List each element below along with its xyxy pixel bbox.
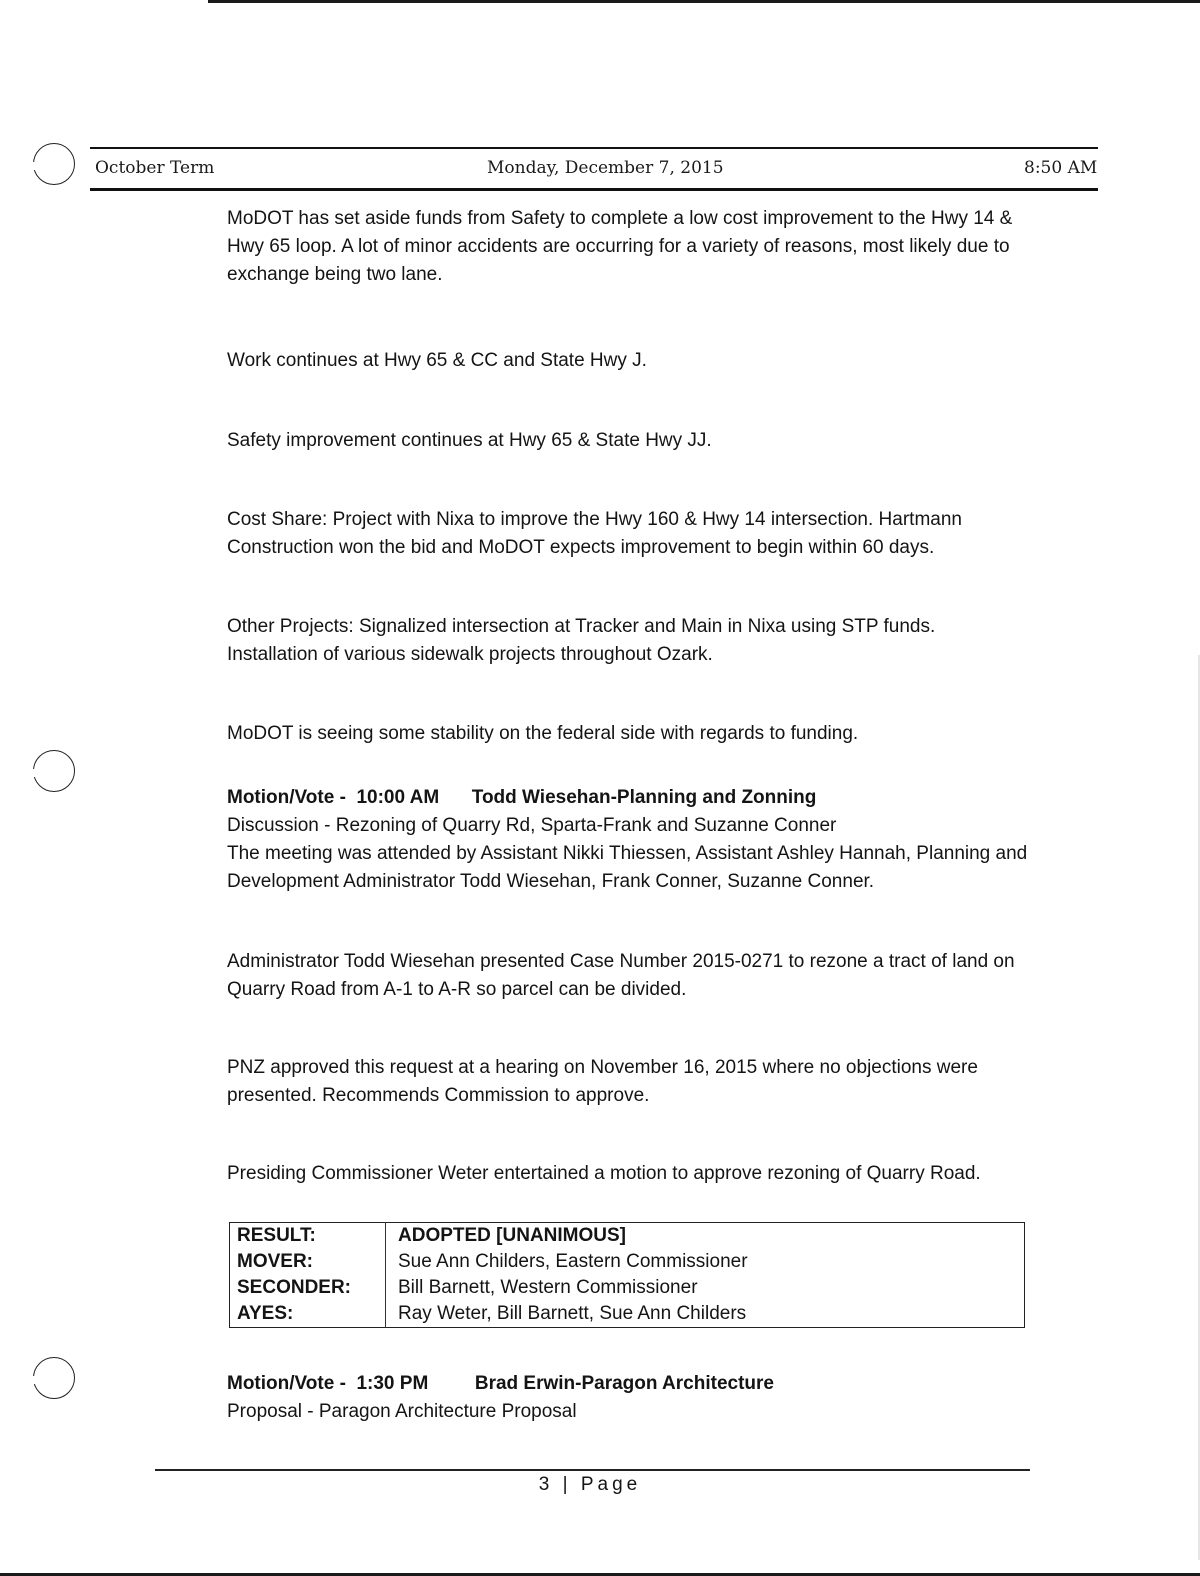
meeting-time: 8:50 AM bbox=[1024, 158, 1098, 178]
table-row bbox=[230, 1249, 1025, 1275]
motion2-block bbox=[227, 1370, 774, 1426]
proposal-line: Proposal - Paragon Architecture Proposal bbox=[227, 1401, 577, 1422]
other-projects bbox=[227, 613, 1037, 669]
table-row bbox=[230, 1223, 1025, 1250]
motion-label: Motion/Vote - bbox=[227, 1373, 346, 1394]
motion-label: Motion/Vote - bbox=[227, 787, 346, 808]
vote-label: AYES: bbox=[230, 1301, 386, 1328]
vote-value: Ray Weter, Bill Barnett, Sue Ann Childers bbox=[398, 1303, 747, 1324]
table-row bbox=[230, 1275, 1025, 1301]
footer-rule bbox=[155, 1469, 1030, 1471]
vote-label: SECONDER: bbox=[230, 1275, 386, 1301]
paragraph: Work continues at Hwy 65 & CC and State Hwy J. bbox=[227, 350, 647, 371]
motion-presenter: Brad Erwin-Paragon Architecture bbox=[474, 1373, 774, 1394]
paragraph: MoDOT is seeing some stability on the federal side with regards to funding. bbox=[227, 723, 859, 744]
page-number: 3 | Page bbox=[538, 1474, 642, 1495]
paragraph-line: Installation of various sidewalk projects throughout Ozark. bbox=[227, 644, 713, 665]
vote-label: RESULT: bbox=[230, 1223, 386, 1250]
motion-heading bbox=[227, 784, 1037, 812]
term-label: October Term bbox=[95, 158, 215, 178]
motion-heading bbox=[227, 1370, 774, 1398]
paragraph: MoDOT has set aside funds from Safety to complete a low cost improvement to the Hwy 14 & Hwy 65 loop. A lot of minor accidents are occurring for a variety of reasons, most likely due to exchange being two lane. bbox=[227, 208, 1013, 285]
discussion-line: Discussion - Rezoning of Quarry Rd, Sparta-Frank and Suzanne Conner bbox=[227, 815, 837, 836]
meeting-date: Monday, December 7, 2015 bbox=[487, 158, 724, 178]
binder-hole-icon bbox=[33, 750, 75, 792]
header-rule-top bbox=[90, 147, 1098, 149]
paragraph-line: Other Projects: Signalized intersection at Tracker and Main in Nixa using STP funds. bbox=[227, 616, 936, 637]
paragraph: Administrator Todd Wiesehan presented Case Number 2015-0271 to rezone a tract of land on Quarry Road from A-1 to A-R so parcel can be divided. bbox=[227, 951, 1015, 1000]
vote-value: Bill Barnett, Western Commissioner bbox=[398, 1277, 698, 1298]
vote-value: ADOPTED [UNANIMOUS] bbox=[398, 1225, 626, 1246]
minutes-body bbox=[227, 205, 1037, 1188]
vote-label: MOVER: bbox=[230, 1249, 386, 1275]
binder-hole-icon bbox=[33, 1357, 75, 1399]
vote-value: Sue Ann Childers, Eastern Commissioner bbox=[398, 1251, 748, 1272]
motion-time: 1:30 PM bbox=[356, 1373, 429, 1394]
motion-time: 10:00 AM bbox=[356, 787, 440, 808]
paragraph: Presiding Commissioner Weter entertained a motion to approve rezoning of Quarry Road. bbox=[227, 1163, 981, 1184]
scan-edge-top bbox=[208, 0, 1200, 3]
binder-hole-icon bbox=[33, 143, 75, 185]
vote-result-table bbox=[229, 1222, 1025, 1328]
attendance-paragraph: The meeting was attended by Assistant Nikki Thiessen, Assistant Ashley Hannah, Planning and Development Administrator Todd Wiesehan, Frank Conner, Suzanne Conner. bbox=[227, 843, 1028, 892]
paragraph: PNZ approved this request at a hearing on November 16, 2015 where no objections were presented. Recommends Commission to approve. bbox=[227, 1057, 978, 1106]
paragraph: Cost Share: Project with Nixa to improve the Hwy 160 & Hwy 14 intersection. Hartmann Construction won the bid and MoDOT expects improvement to begin within 60 days. bbox=[227, 509, 962, 558]
table-row bbox=[230, 1301, 1025, 1328]
motion-presenter: Todd Wiesehan-Planning and Zonning bbox=[471, 787, 817, 808]
header-rule-bottom bbox=[90, 188, 1098, 191]
paragraph: Safety improvement continues at Hwy 65 & State Hwy JJ. bbox=[227, 430, 712, 451]
